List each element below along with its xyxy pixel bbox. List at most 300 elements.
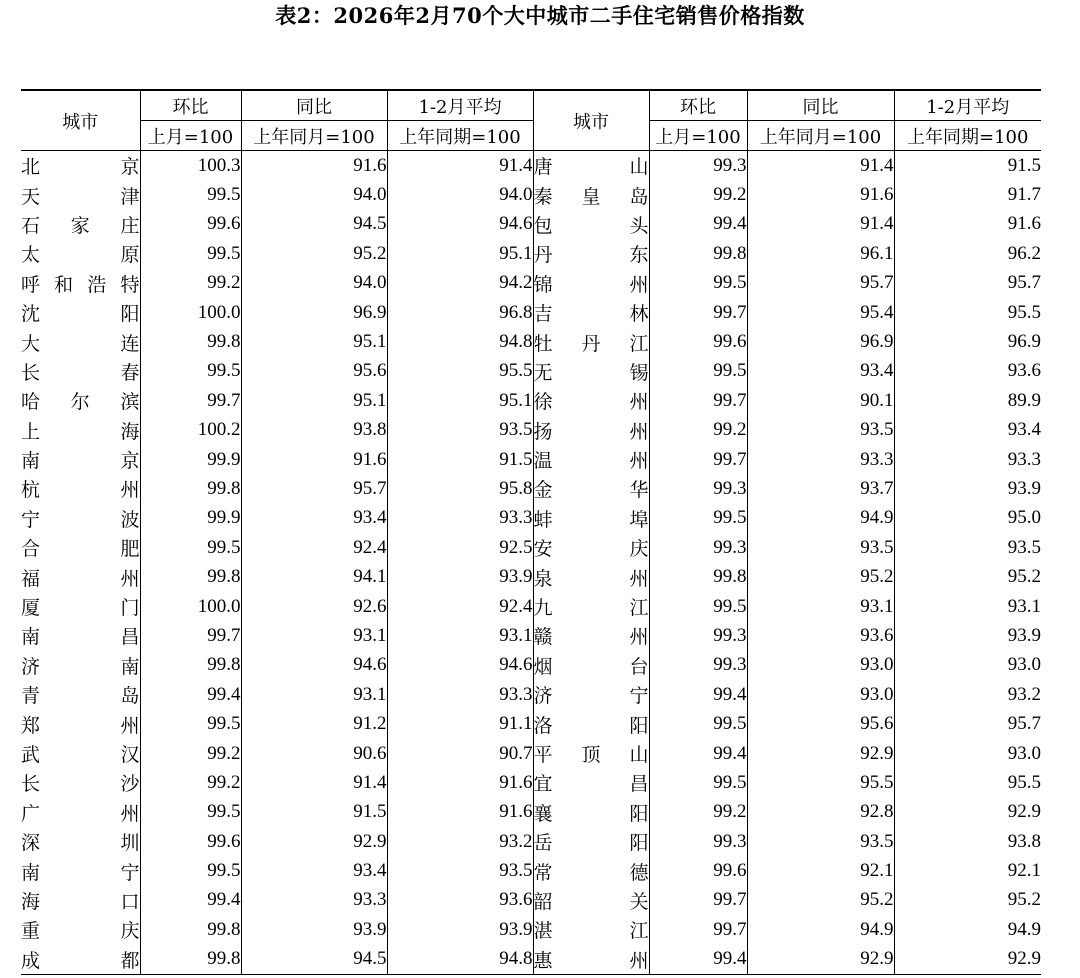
yoy-value: 95.7 xyxy=(747,269,894,298)
avg-value: 95.2 xyxy=(894,886,1041,915)
city-name-cell xyxy=(21,827,140,856)
mom-value: 99.5 xyxy=(140,533,241,562)
yoy-value: 95.2 xyxy=(747,886,894,915)
avg-value: 93.6 xyxy=(387,886,533,915)
mom-value: 99.3 xyxy=(649,651,747,680)
city-name: 郑州 xyxy=(21,714,140,737)
city-name: 宜昌 xyxy=(533,773,649,796)
avg-value: 90.7 xyxy=(387,739,533,768)
city-name: 济南 xyxy=(21,655,140,678)
mom-value: 99.8 xyxy=(140,945,241,975)
mom-value: 99.4 xyxy=(140,886,241,915)
mom-value: 99.6 xyxy=(649,856,747,885)
yoy-value: 95.2 xyxy=(241,239,387,268)
yoy-value: 91.6 xyxy=(241,151,387,181)
table-row xyxy=(21,621,1041,650)
yoy-value: 92.6 xyxy=(241,592,387,621)
yoy-value: 90.6 xyxy=(241,739,387,768)
city-name: 沈阳 xyxy=(21,303,140,326)
avg-value: 92.1 xyxy=(894,856,1041,885)
yoy-value: 91.6 xyxy=(747,180,894,209)
city-name: 合肥 xyxy=(21,538,140,561)
header-avg-right: 1-2月平均 xyxy=(894,90,1041,121)
yoy-value: 95.4 xyxy=(747,298,894,327)
yoy-value: 94.6 xyxy=(241,651,387,680)
mom-value: 99.4 xyxy=(649,210,747,239)
mom-value: 99.2 xyxy=(649,180,747,209)
avg-value: 95.0 xyxy=(894,504,1041,533)
avg-value: 93.3 xyxy=(387,504,533,533)
mom-value: 99.8 xyxy=(140,562,241,591)
avg-value: 93.0 xyxy=(894,651,1041,680)
mom-value: 99.7 xyxy=(649,915,747,944)
city-name-cell xyxy=(533,915,649,944)
city-name-cell xyxy=(21,680,140,709)
table-row xyxy=(21,945,1041,975)
table-row xyxy=(21,416,1041,445)
avg-value: 95.1 xyxy=(387,386,533,415)
mom-value: 99.8 xyxy=(140,915,241,944)
table-row xyxy=(21,269,1041,298)
city-name: 北京 xyxy=(21,156,140,179)
city-name-cell xyxy=(21,886,140,915)
mom-value: 99.5 xyxy=(649,592,747,621)
mom-value: 99.4 xyxy=(649,739,747,768)
avg-value: 91.7 xyxy=(894,180,1041,209)
city-name: 宁波 xyxy=(21,508,140,531)
avg-value: 95.5 xyxy=(894,298,1041,327)
table-row xyxy=(21,357,1041,386)
avg-value: 92.9 xyxy=(894,798,1041,827)
yoy-value: 93.4 xyxy=(241,856,387,885)
yoy-value: 92.1 xyxy=(747,856,894,885)
city-name-cell xyxy=(21,504,140,533)
city-name: 南昌 xyxy=(21,626,140,649)
mom-value: 99.2 xyxy=(140,768,241,797)
mom-value: 99.9 xyxy=(140,445,241,474)
header-avg-left: 1-2月平均 xyxy=(387,90,533,121)
avg-value: 93.3 xyxy=(894,445,1041,474)
avg-value: 93.2 xyxy=(894,680,1041,709)
yoy-value: 91.2 xyxy=(241,709,387,738)
yoy-value: 93.1 xyxy=(241,621,387,650)
avg-value: 93.9 xyxy=(387,562,533,591)
mom-value: 100.0 xyxy=(140,298,241,327)
city-name-cell xyxy=(21,945,140,975)
city-name-cell xyxy=(21,416,140,445)
avg-value: 89.9 xyxy=(894,386,1041,415)
mom-value: 99.7 xyxy=(649,298,747,327)
subheader-yoy-left: 上年同月=100 xyxy=(241,121,387,151)
mom-value: 99.5 xyxy=(649,709,747,738)
city-name-cell xyxy=(21,357,140,386)
city-name-cell xyxy=(21,298,140,327)
subheader-avg-right: 上年同期=100 xyxy=(894,121,1041,151)
yoy-value: 91.4 xyxy=(747,151,894,181)
city-name: 哈尔滨 xyxy=(21,391,140,414)
yoy-value: 94.5 xyxy=(241,210,387,239)
avg-value: 91.5 xyxy=(387,445,533,474)
yoy-value: 93.4 xyxy=(747,357,894,386)
avg-value: 95.1 xyxy=(387,239,533,268)
avg-value: 95.2 xyxy=(894,562,1041,591)
city-name-cell xyxy=(533,239,649,268)
city-name: 丹东 xyxy=(533,244,649,267)
yoy-value: 95.7 xyxy=(241,474,387,503)
city-name-cell xyxy=(21,915,140,944)
mom-value: 99.6 xyxy=(140,210,241,239)
city-name: 扬州 xyxy=(533,420,649,443)
table-row xyxy=(21,827,1041,856)
avg-value: 92.5 xyxy=(387,533,533,562)
mom-value: 99.5 xyxy=(140,357,241,386)
table-row xyxy=(21,651,1041,680)
mom-value: 99.8 xyxy=(649,562,747,591)
avg-value: 93.2 xyxy=(387,827,533,856)
city-name-cell xyxy=(21,856,140,885)
mom-value: 99.5 xyxy=(649,768,747,797)
city-name: 常德 xyxy=(533,861,649,884)
mom-value: 99.4 xyxy=(140,680,241,709)
city-name-cell xyxy=(533,768,649,797)
city-name-cell xyxy=(533,621,649,650)
mom-value: 99.2 xyxy=(140,739,241,768)
city-name: 重庆 xyxy=(21,920,140,943)
yoy-value: 93.1 xyxy=(241,680,387,709)
city-name: 烟台 xyxy=(533,655,649,678)
yoy-value: 95.6 xyxy=(747,709,894,738)
city-name-cell xyxy=(21,445,140,474)
city-name-cell xyxy=(533,269,649,298)
avg-value: 93.9 xyxy=(894,621,1041,650)
yoy-value: 92.9 xyxy=(241,827,387,856)
table-row xyxy=(21,445,1041,474)
city-name-cell xyxy=(21,739,140,768)
mom-value: 99.3 xyxy=(649,151,747,181)
yoy-value: 93.9 xyxy=(241,915,387,944)
city-name-cell xyxy=(533,210,649,239)
avg-value: 93.8 xyxy=(894,827,1041,856)
yoy-value: 93.3 xyxy=(747,445,894,474)
yoy-value: 94.1 xyxy=(241,562,387,591)
yoy-value: 91.6 xyxy=(241,445,387,474)
city-name-cell xyxy=(533,357,649,386)
city-name: 海口 xyxy=(21,890,140,913)
mom-value: 99.7 xyxy=(649,445,747,474)
header-mom-left: 环比 xyxy=(140,90,241,121)
yoy-value: 91.5 xyxy=(241,798,387,827)
yoy-value: 90.1 xyxy=(747,386,894,415)
city-name: 洛阳 xyxy=(533,714,649,737)
mom-value: 99.5 xyxy=(649,269,747,298)
city-name: 九江 xyxy=(533,597,649,620)
city-name: 金华 xyxy=(533,479,649,502)
header-city-left: 城市 xyxy=(21,90,140,151)
city-name: 上海 xyxy=(21,420,140,443)
yoy-value: 93.4 xyxy=(241,504,387,533)
city-name-cell xyxy=(21,210,140,239)
subheader-mom-right: 上月=100 xyxy=(649,121,747,151)
city-name-cell xyxy=(533,592,649,621)
table-body xyxy=(21,151,1041,975)
avg-value: 93.4 xyxy=(894,416,1041,445)
city-name: 石家庄 xyxy=(21,214,140,237)
yoy-value: 93.0 xyxy=(747,680,894,709)
table-row xyxy=(21,915,1041,944)
yoy-value: 95.1 xyxy=(241,386,387,415)
city-name-cell xyxy=(21,386,140,415)
subheader-yoy-right: 上年同月=100 xyxy=(747,121,894,151)
mom-value: 99.2 xyxy=(649,416,747,445)
mom-value: 99.2 xyxy=(140,269,241,298)
city-name: 深圳 xyxy=(21,832,140,855)
city-name: 吉林 xyxy=(533,303,649,326)
mom-value: 99.5 xyxy=(140,239,241,268)
city-name: 大连 xyxy=(21,332,140,355)
city-name: 襄阳 xyxy=(533,802,649,825)
avg-value: 93.5 xyxy=(894,533,1041,562)
city-name: 长沙 xyxy=(21,773,140,796)
city-name: 湛江 xyxy=(533,920,649,943)
yoy-value: 92.8 xyxy=(747,798,894,827)
mom-value: 99.8 xyxy=(649,239,747,268)
table-row xyxy=(21,386,1041,415)
city-name-cell xyxy=(21,592,140,621)
avg-value: 91.4 xyxy=(387,151,533,181)
city-name: 长春 xyxy=(21,361,140,384)
city-name-cell xyxy=(21,533,140,562)
city-name: 赣州 xyxy=(533,626,649,649)
yoy-value: 96.1 xyxy=(747,239,894,268)
city-name-cell xyxy=(21,709,140,738)
city-name-cell xyxy=(533,739,649,768)
city-name-cell xyxy=(21,269,140,298)
city-name: 青岛 xyxy=(21,685,140,708)
city-name-cell xyxy=(533,533,649,562)
mom-value: 100.3 xyxy=(140,151,241,181)
city-name: 呼和浩特 xyxy=(21,273,140,296)
subheader-mom-left: 上月=100 xyxy=(140,121,241,151)
avg-value: 94.6 xyxy=(387,210,533,239)
table-row xyxy=(21,180,1041,209)
mom-value: 99.3 xyxy=(649,621,747,650)
yoy-value: 94.5 xyxy=(241,945,387,975)
header-mom-right: 环比 xyxy=(649,90,747,121)
yoy-value: 94.0 xyxy=(241,180,387,209)
table-row xyxy=(21,533,1041,562)
yoy-value: 92.9 xyxy=(747,739,894,768)
avg-value: 93.5 xyxy=(387,856,533,885)
city-name-cell xyxy=(533,651,649,680)
avg-value: 93.9 xyxy=(387,915,533,944)
yoy-value: 91.4 xyxy=(747,210,894,239)
yoy-value: 95.1 xyxy=(241,327,387,356)
mom-value: 99.7 xyxy=(140,621,241,650)
yoy-value: 96.9 xyxy=(241,298,387,327)
avg-value: 91.5 xyxy=(894,151,1041,181)
city-name-cell xyxy=(21,180,140,209)
table-row xyxy=(21,210,1041,239)
mom-value: 99.9 xyxy=(140,504,241,533)
city-name: 温州 xyxy=(533,450,649,473)
city-name: 成都 xyxy=(21,949,140,972)
avg-value: 96.2 xyxy=(894,239,1041,268)
city-name: 唐山 xyxy=(533,156,649,179)
mom-value: 99.3 xyxy=(649,533,747,562)
mom-value: 100.2 xyxy=(140,416,241,445)
mom-value: 99.5 xyxy=(649,357,747,386)
yoy-value: 96.9 xyxy=(747,327,894,356)
avg-value: 95.7 xyxy=(894,269,1041,298)
yoy-value: 95.5 xyxy=(747,768,894,797)
city-name: 平顶山 xyxy=(533,744,649,766)
city-name-cell xyxy=(21,239,140,268)
table-row xyxy=(21,768,1041,797)
mom-value: 99.7 xyxy=(649,886,747,915)
table-row xyxy=(21,239,1041,268)
table-row xyxy=(21,504,1041,533)
yoy-value: 93.5 xyxy=(747,533,894,562)
city-name: 广州 xyxy=(21,802,140,825)
avg-value: 94.2 xyxy=(387,269,533,298)
yoy-value: 93.1 xyxy=(747,592,894,621)
table-row xyxy=(21,856,1041,885)
table-title: 表2：2026年2月70个大中城市二手住宅销售价格指数 xyxy=(275,3,805,28)
city-name-cell xyxy=(533,474,649,503)
city-name-cell xyxy=(21,768,140,797)
city-name-cell xyxy=(21,151,140,181)
city-name: 天津 xyxy=(21,185,140,208)
avg-value: 91.6 xyxy=(387,768,533,797)
city-name-cell xyxy=(21,651,140,680)
yoy-value: 91.4 xyxy=(241,768,387,797)
avg-value: 91.1 xyxy=(387,709,533,738)
avg-value: 93.9 xyxy=(894,474,1041,503)
avg-value: 95.8 xyxy=(387,474,533,503)
city-name-cell xyxy=(533,886,649,915)
table-row xyxy=(21,798,1041,827)
city-name: 厦门 xyxy=(21,597,140,620)
mom-value: 99.8 xyxy=(140,474,241,503)
city-name: 岳阳 xyxy=(533,832,649,855)
mom-value: 99.8 xyxy=(140,651,241,680)
yoy-value: 93.5 xyxy=(747,827,894,856)
mom-value: 99.3 xyxy=(649,827,747,856)
table-header xyxy=(21,90,1041,151)
yoy-value: 92.9 xyxy=(747,945,894,975)
city-name: 包头 xyxy=(533,214,649,237)
mom-value: 100.0 xyxy=(140,592,241,621)
city-name: 南宁 xyxy=(21,861,140,884)
avg-value: 91.6 xyxy=(894,210,1041,239)
city-name: 蚌埠 xyxy=(533,508,649,531)
mom-value: 99.2 xyxy=(649,798,747,827)
city-name: 安庆 xyxy=(533,538,649,561)
city-name-cell xyxy=(533,327,649,356)
mom-value: 99.3 xyxy=(649,474,747,503)
city-name-cell xyxy=(533,680,649,709)
city-name: 牡丹江 xyxy=(533,332,649,355)
avg-value: 94.6 xyxy=(387,651,533,680)
mom-value: 99.5 xyxy=(649,504,747,533)
mom-value: 99.5 xyxy=(140,180,241,209)
header-yoy-right: 同比 xyxy=(747,90,894,121)
table-row xyxy=(21,709,1041,738)
city-name-cell xyxy=(533,386,649,415)
mom-value: 99.6 xyxy=(140,827,241,856)
mom-value: 99.5 xyxy=(140,709,241,738)
table-row xyxy=(21,562,1041,591)
avg-value: 96.9 xyxy=(894,327,1041,356)
city-name: 杭州 xyxy=(21,479,140,502)
city-name-cell xyxy=(21,621,140,650)
avg-value: 94.9 xyxy=(894,915,1041,944)
avg-value: 94.8 xyxy=(387,945,533,975)
yoy-value: 93.3 xyxy=(241,886,387,915)
header-yoy-left: 同比 xyxy=(241,90,387,121)
city-name-cell xyxy=(21,798,140,827)
city-name-cell xyxy=(533,151,649,181)
city-name: 锦州 xyxy=(533,273,649,296)
mom-value: 99.8 xyxy=(140,327,241,356)
city-name: 徐州 xyxy=(533,391,649,414)
avg-value: 91.6 xyxy=(387,798,533,827)
mom-value: 99.7 xyxy=(649,386,747,415)
subheader-avg-left: 上年同期=100 xyxy=(387,121,533,151)
mom-value: 99.5 xyxy=(140,798,241,827)
mom-value: 99.4 xyxy=(649,945,747,975)
table-row xyxy=(21,739,1041,768)
yoy-value: 92.4 xyxy=(241,533,387,562)
avg-value: 92.4 xyxy=(387,592,533,621)
table-row xyxy=(21,680,1041,709)
city-name: 无锡 xyxy=(533,361,649,384)
avg-value: 93.0 xyxy=(894,739,1041,768)
city-name-cell xyxy=(533,709,649,738)
city-name-cell xyxy=(533,827,649,856)
mom-value: 99.5 xyxy=(140,856,241,885)
avg-value: 93.1 xyxy=(894,592,1041,621)
mom-value: 99.4 xyxy=(649,680,747,709)
city-name-cell xyxy=(21,327,140,356)
avg-value: 95.5 xyxy=(387,357,533,386)
city-name-cell xyxy=(21,562,140,591)
city-name-cell xyxy=(21,474,140,503)
avg-value: 93.5 xyxy=(387,416,533,445)
yoy-value: 93.6 xyxy=(747,621,894,650)
yoy-value: 95.6 xyxy=(241,357,387,386)
table-row xyxy=(21,592,1041,621)
avg-value: 95.7 xyxy=(894,709,1041,738)
city-name-cell xyxy=(533,180,649,209)
city-name-cell xyxy=(533,445,649,474)
city-name: 武汉 xyxy=(21,744,140,766)
city-name-cell xyxy=(533,298,649,327)
city-name-cell xyxy=(533,504,649,533)
header-city-right: 城市 xyxy=(533,90,649,151)
yoy-value: 94.9 xyxy=(747,504,894,533)
city-name-cell xyxy=(533,562,649,591)
table-row xyxy=(21,886,1041,915)
yoy-value: 94.0 xyxy=(241,269,387,298)
city-name: 泉州 xyxy=(533,567,649,590)
city-name-cell xyxy=(533,856,649,885)
mom-value: 99.6 xyxy=(649,327,747,356)
avg-value: 95.5 xyxy=(894,768,1041,797)
yoy-value: 93.0 xyxy=(747,651,894,680)
avg-value: 93.6 xyxy=(894,357,1041,386)
city-name: 福州 xyxy=(21,567,140,590)
